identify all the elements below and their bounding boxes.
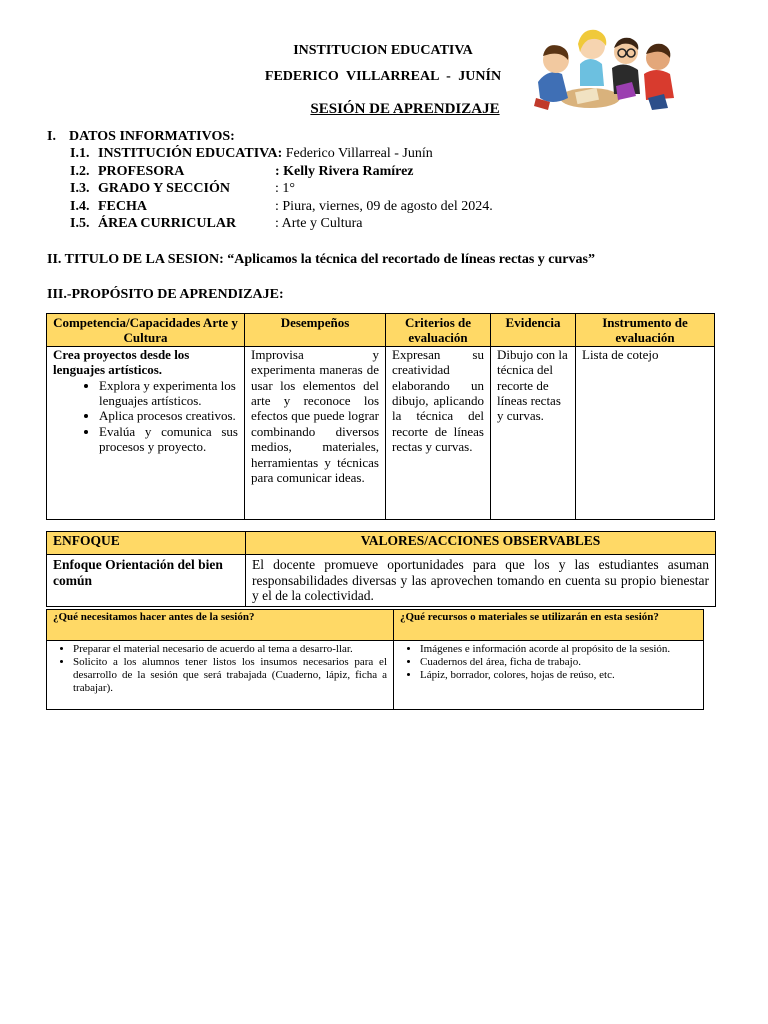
competence-title: Crea proyectos desde los lenguajes artísticos.	[53, 346, 190, 378]
competence-cell	[47, 346, 245, 519]
section-1-heading	[47, 129, 235, 145]
info-row-number: I.2.	[70, 163, 90, 179]
info-row-value: Federico Villarreal - Junín	[285, 146, 433, 161]
column-header: Evidencia	[491, 314, 576, 347]
section-3-heading: III.-PROPÓSITO DE APRENDIZAJE:	[47, 287, 284, 302]
info-row-key: ÁREA CURRICULAR	[98, 216, 237, 232]
resources-list	[400, 643, 697, 682]
section-2-heading	[47, 252, 595, 268]
info-list	[70, 146, 493, 234]
table-header-row	[47, 610, 704, 641]
list-item: • Solicito a los alumnos tener listos los insumos necesarios para el desarrollo de la sesión que será trabajada (Cuaderno, lápiz, ficha a trabajar).	[73, 656, 387, 695]
info-row-value: : 1°	[275, 181, 295, 197]
column-header: Desempeños	[245, 314, 386, 347]
instrument-cell: Lista de cotejo	[576, 346, 715, 519]
evidence-cell: Dibujo con la técnica del recorte de líneas rectas y curvas.	[491, 346, 576, 519]
list-item: • Explora y experimenta los lenguajes artísticos.	[99, 378, 238, 409]
column-header: ¿Qué recursos o materiales se utilizarán en esta sesión?	[394, 610, 704, 641]
list-item: • Imágenes e información acorde al propósito de la sesión.	[420, 643, 697, 656]
resources-cell	[394, 641, 704, 710]
info-row-key: INSTITUCIÓN EDUCATIVA:	[98, 146, 283, 161]
info-row-value: : Piura, viernes, 09 de agosto del 2024.	[275, 198, 493, 214]
list-item: • Aplica procesos creativos.	[99, 408, 238, 423]
info-row-grade	[70, 181, 493, 199]
approach-table	[46, 531, 716, 607]
school-name-heading: FEDERICO VILLARREAL - JUNÍN	[264, 69, 502, 84]
info-row-area	[70, 216, 493, 234]
info-row-institution	[70, 146, 493, 164]
approach-cell: Enfoque Orientación del bien común	[47, 555, 246, 607]
column-header: VALORES/ACCIONES OBSERVABLES	[246, 532, 716, 555]
before-cell	[47, 641, 394, 710]
column-header: Competencia/Capacidades Arte y Cultura	[47, 314, 245, 347]
section-1-title: DATOS INFORMATIVOS:	[69, 129, 235, 144]
criteria-cell: Expresan su creatividad elaborando un dibujo, aplicando la técnica del recorte de líneas rectas y curvas.	[386, 346, 491, 519]
session-title: SESIÓN DE APRENDIZAJE	[310, 101, 500, 117]
column-header: ENFOQUE	[47, 532, 246, 555]
info-row-number: I.4.	[70, 198, 90, 214]
column-header: Criterios de evaluación	[386, 314, 491, 347]
preparation-table	[46, 609, 704, 710]
column-header: Instrumento de evaluación	[576, 314, 715, 347]
section-1-number: I.	[47, 129, 56, 144]
list-item: • Cuadernos del área, ficha de trabajo.	[420, 656, 697, 669]
info-row-number: I.5.	[70, 216, 90, 232]
section-2-label: II. TITULO DE LA SESION:	[47, 252, 224, 267]
children-reading-illustration	[528, 24, 680, 114]
list-item: • Evalúa y comunica sus procesos y proyecto.	[99, 424, 238, 455]
table-row	[47, 641, 704, 710]
table-header-row	[47, 532, 716, 555]
school-type-heading: INSTITUCION EDUCATIVA	[293, 43, 473, 58]
capacities-list	[53, 378, 238, 455]
table-row	[47, 555, 716, 607]
info-row-key: GRADO Y SECCIÓN	[98, 181, 230, 197]
before-list	[53, 643, 387, 695]
info-row-date	[70, 199, 493, 217]
purpose-table	[46, 313, 715, 520]
info-row-number: I.1.	[70, 146, 90, 161]
info-row-value: : Kelly Rivera Ramírez	[275, 163, 414, 179]
performance-cell: Improvisa y experimenta maneras de usar los elementos del arte y reconoce los efectos que puede lograr combinando diversos medios, materiales, herramientas y técnicas para comunicar ideas.	[245, 346, 386, 519]
table-row	[47, 346, 715, 519]
list-item: • Lápiz, borrador, colores, hojas de reúso, etc.	[420, 669, 697, 682]
info-row-value: : Arte y Cultura	[275, 216, 363, 232]
values-cell: El docente promueve oportunidades para que los y las estudiantes asuman responsabilidades diversas y las aprovechen tomando en cuenta su propio bienestar y el de la colectividad.	[246, 555, 716, 607]
session-name: “Aplicamos la técnica del recortado de líneas rectas y curvas”	[227, 252, 595, 267]
info-row-teacher	[70, 164, 493, 182]
list-item: • Preparar el material necesario de acuerdo al tema a desarro-llar.	[73, 643, 387, 656]
info-row-number: I.3.	[70, 181, 90, 197]
table-header-row	[47, 314, 715, 347]
info-row-key: FECHA	[98, 198, 147, 214]
info-row-key: PROFESORA	[98, 163, 185, 179]
column-header: ¿Qué necesitamos hacer antes de la sesión?	[47, 610, 394, 641]
